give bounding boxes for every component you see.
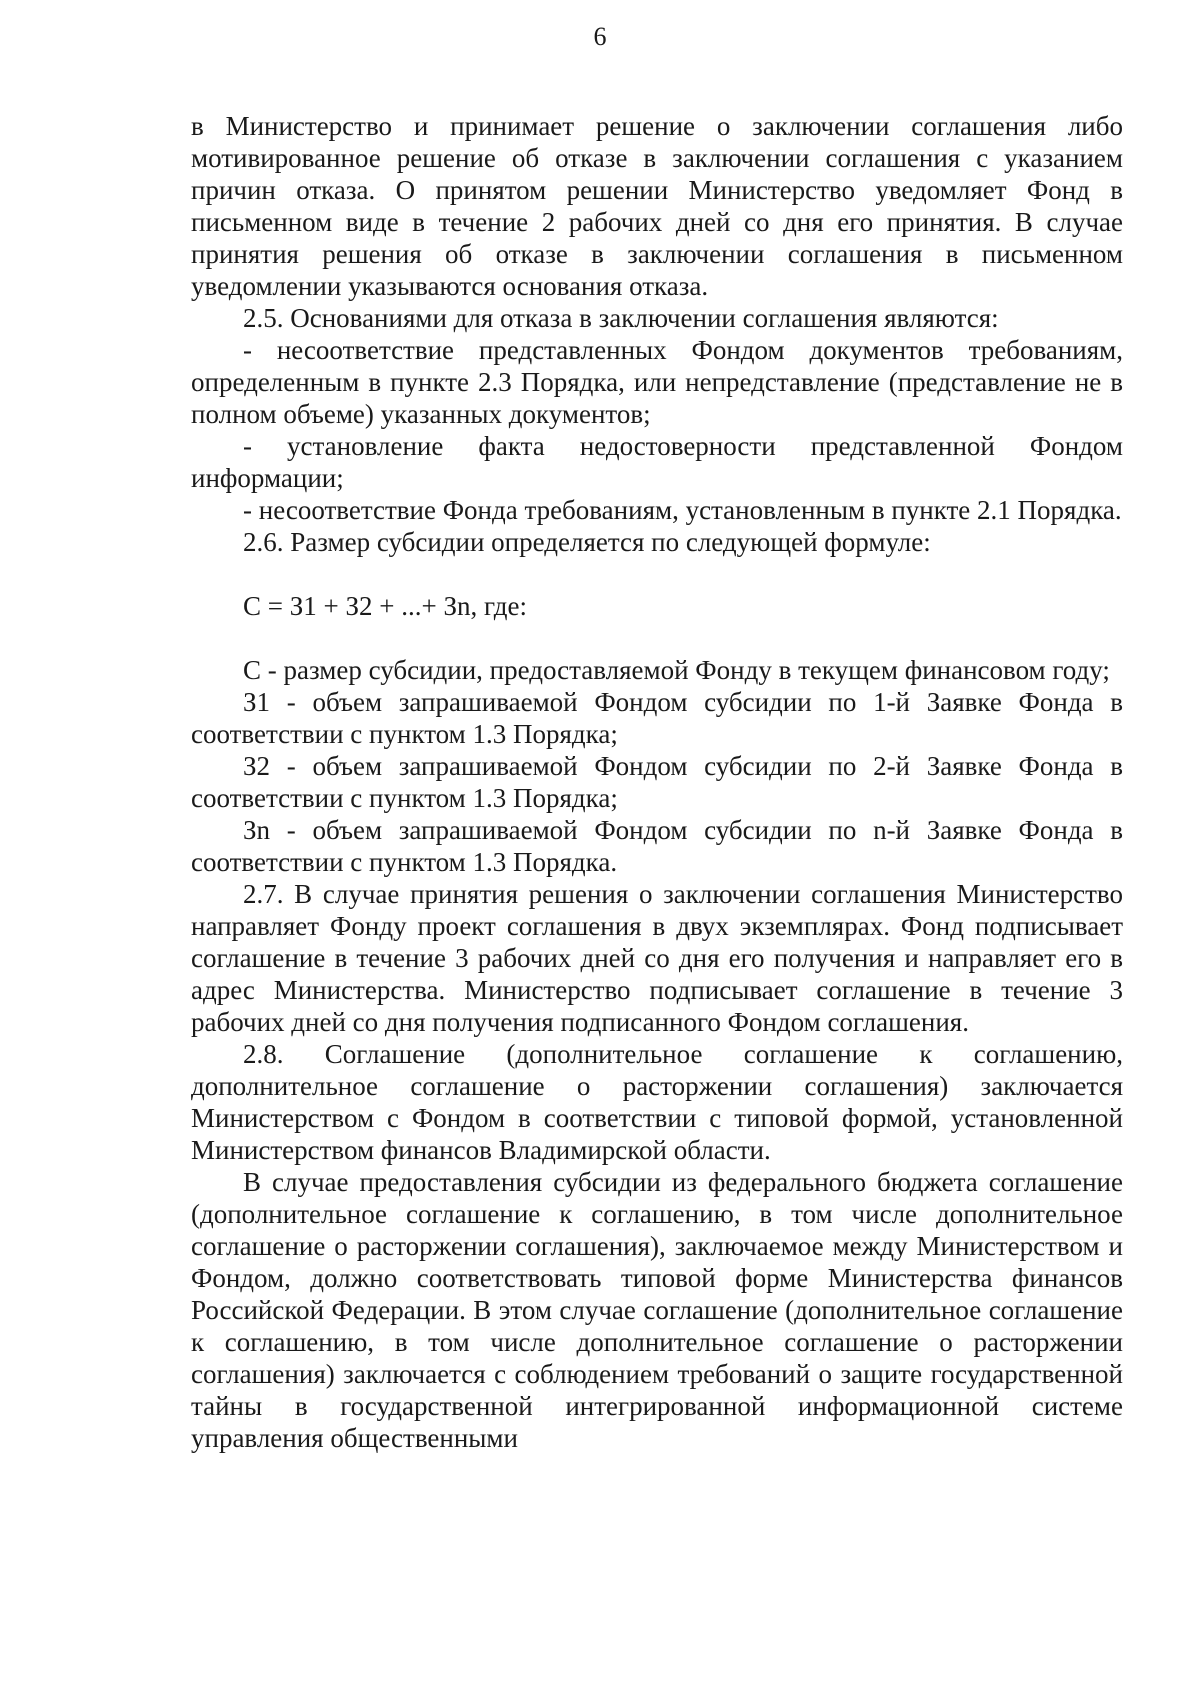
paragraph-2-8: 2.8. Соглашение (дополнительное соглашение к соглашению, дополнительное соглашение о расторжении соглашения) заключается Министерством с Фондом в соответствии с типовой формой, установленной Министерством финансов Владимирской области. — [191, 1039, 1123, 1165]
page-number: 6 — [593, 22, 607, 51]
document-body — [191, 110, 1123, 1454]
definition-z2: З2 - объем запрашиваемой Фондом субсидии по 2-й Заявке Фонда в соответствии с пунктом 1.3 Порядка; — [191, 751, 1123, 813]
list-item-documents: - несоответствие представленных Фондом документов требованиям, определенным в пункте 2.3 Порядка, или непредставление (представление не в полном объеме) указанных документов; — [191, 335, 1123, 429]
list-item-requirements: - несоответствие Фонда требованиям, установленным в пункте 2.1 Порядка. — [243, 495, 1122, 525]
definition-z1: З1 - объем запрашиваемой Фондом субсидии по 1-й Заявке Фонда в соответствии с пунктом 1.3 Порядка; — [191, 687, 1123, 749]
paragraph-continuation: в Министерство и принимает решение о заключении соглашения либо мотивированное решение об отказе в заключении соглашения с указанием причин отказа. О принятом решении Министерство уведомляет Фонд в письменном виде в течение 2 рабочих дней со дня его принятия. В случае принятия решения об отказе в заключении соглашения в письменном уведомлении указываются основания отказа. — [191, 111, 1123, 301]
paragraph-2-6: 2.6. Размер субсидии определяется по следующей формуле: — [243, 527, 931, 557]
subsidy-formula: С = З1 + З2 + ...+ Зn, где: — [243, 591, 527, 621]
paragraph-federal-budget: В случае предоставления субсидии из федерального бюджета соглашение (дополнительное соглашение к соглашению, в том числе дополнительное соглашение о расторжении соглашения), заключаемое между Министерством и Фондом, должно соответствовать типовой форме Министерства финансов Российской Федерации. В этом случае соглашение (дополнительное соглашение к соглашению, в том числе дополнительное соглашение о расторжении соглашения) заключается с соблюдением требований о защите государственной тайны в государственной интегрированной информационной системе управления общественными — [191, 1167, 1123, 1453]
list-item-unreliable-info: - установление факта недостоверности представленной Фондом информации; — [191, 431, 1123, 493]
paragraph-2-5: 2.5. Основаниями для отказа в заключении соглашения являются: — [243, 303, 999, 333]
paragraph-2-7: 2.7. В случае принятия решения о заключении соглашения Министерство направляет Фонду проект соглашения в двух экземплярах. Фонд подписывает соглашение в течение 3 рабочих дней со дня его получения и направляет его в адрес Министерства. Министерство подписывает соглашение в течение 3 рабочих дней со дня получения подписанного Фондом соглашения. — [191, 879, 1123, 1037]
definition-c: С - размер субсидии, предоставляемой Фонду в текущем финансовом году; — [243, 655, 1110, 685]
definition-zn: Зn - объем запрашиваемой Фондом субсидии по n-й Заявке Фонда в соответствии с пунктом 1.3 Порядка. — [191, 815, 1123, 877]
